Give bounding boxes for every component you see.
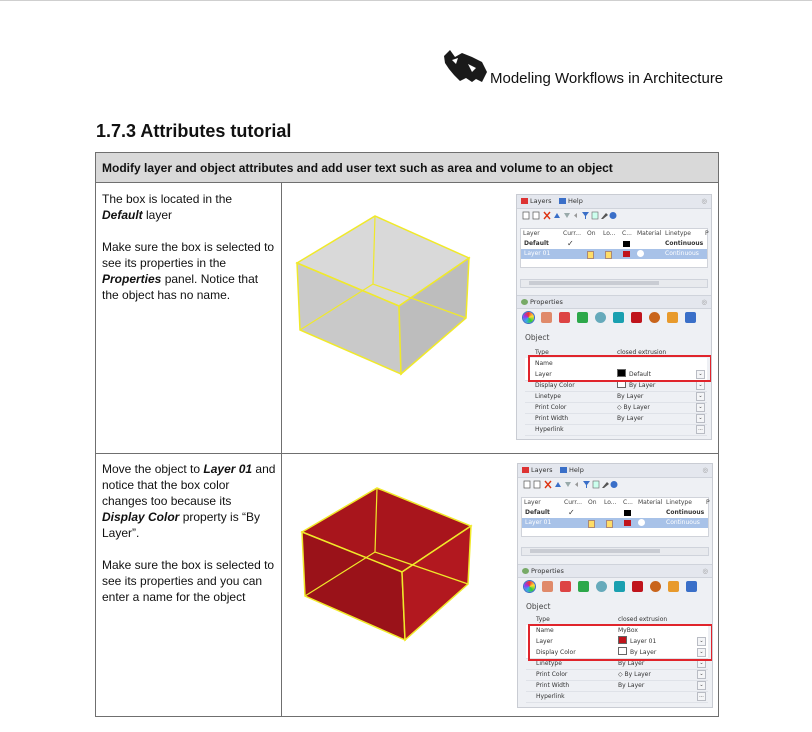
current-check-icon: ✓ [567, 239, 574, 248]
material-page-icon[interactable] [541, 312, 552, 323]
delete-layer-icon[interactable] [544, 212, 550, 219]
object-properties-icon[interactable] [524, 581, 535, 592]
current-check-icon: ✓ [568, 508, 575, 517]
print-width-select[interactable]: By Layer [617, 415, 644, 422]
property-page-icons [517, 308, 711, 328]
chevron-down-icon[interactable]: ⌄ [696, 403, 705, 412]
highlight-box [528, 624, 713, 661]
column-divider [281, 183, 282, 717]
col-on[interactable]: On [587, 230, 596, 237]
panel-tabs [517, 195, 711, 209]
row2-displaycolor-em: Display Color [102, 510, 180, 524]
layer-row-linetype: Continuous [665, 250, 699, 257]
col-current[interactable]: Curr... [563, 230, 581, 237]
layer-row-name: Layer 01 [525, 519, 552, 526]
prop-value: closed extrusion [618, 616, 668, 623]
new-layer-icon[interactable] [524, 481, 530, 488]
prop-label: Hyperlink [536, 693, 565, 700]
top-rule [0, 0, 812, 1]
layers-grid-header [522, 498, 708, 508]
shadow-icon[interactable] [595, 312, 606, 323]
col-material[interactable]: Material [637, 230, 662, 237]
lock-icon[interactable] [606, 520, 613, 528]
layer-row-default[interactable] [521, 239, 707, 249]
red-box-render [295, 484, 485, 646]
chevron-down-icon[interactable]: ⌄ [696, 392, 705, 401]
layers-scrollbar[interactable] [521, 547, 709, 556]
rhino-panel-2 [517, 463, 713, 708]
properties-options-icon[interactable]: ◎ [701, 298, 707, 306]
col-current[interactable]: Curr... [564, 499, 582, 506]
tab-help[interactable] [560, 466, 584, 474]
layer-row-name: Default [524, 240, 549, 247]
section-heading: 1.7.3 Attributes tutorial [96, 121, 292, 141]
linetype-select[interactable]: By Layer [618, 660, 645, 667]
help-circle-icon[interactable] [610, 212, 617, 219]
linetype-select[interactable]: By Layer [617, 393, 644, 400]
lock-icon[interactable] [605, 251, 612, 259]
bulb-icon[interactable] [588, 520, 595, 528]
panel-options-icon[interactable]: ◎ [702, 466, 708, 474]
scrollbar-thumb[interactable] [529, 281, 659, 285]
object-properties-icon[interactable] [523, 312, 534, 323]
properties-options-icon[interactable]: ◎ [702, 567, 708, 575]
new-layer-icon[interactable] [523, 212, 529, 219]
prop-label: Print Color [535, 404, 567, 411]
tab-properties[interactable] [521, 298, 563, 306]
row2-text [102, 461, 276, 621]
col-material[interactable]: Material [638, 499, 663, 506]
layer-toolbar [518, 478, 712, 490]
prop-label: Linetype [535, 393, 561, 400]
row-divider [96, 453, 718, 454]
prop-value: closed extrusion [617, 349, 667, 356]
display-color-select[interactable]: By Layer [629, 382, 656, 389]
help-circle-icon[interactable] [611, 481, 618, 488]
col-lock[interactable]: Lo... [603, 230, 616, 237]
material-icon[interactable] [637, 250, 644, 257]
col-print[interactable]: P [705, 230, 709, 237]
layer-color-swatch[interactable] [623, 241, 630, 247]
properties-header [517, 295, 711, 309]
tab-layers[interactable] [521, 197, 552, 205]
filter-icon[interactable] [583, 481, 590, 488]
decal-icon[interactable] [578, 581, 589, 592]
layers-grid [521, 497, 709, 537]
row1-p2-text: Make sure the box is selected to see its properties in the [102, 240, 275, 270]
chevron-down-icon[interactable]: ⌄ [696, 370, 705, 379]
tab-help-label: Help [568, 197, 583, 205]
layer-toolbar [517, 209, 711, 221]
layer-color-swatch[interactable] [623, 251, 630, 257]
layers-grid [520, 228, 708, 268]
rhino-bear-icon[interactable] [667, 312, 678, 323]
grey-box-render [290, 210, 480, 380]
tools-icon[interactable] [601, 213, 608, 219]
row2-p1c: property is “By Layer”. [102, 510, 261, 540]
hyperlink-browse-button[interactable]: ... [697, 692, 706, 701]
texture-mapping-icon[interactable] [560, 581, 571, 592]
move-up-icon[interactable] [554, 213, 560, 218]
row2-p1a: Move the object to [102, 462, 204, 476]
new-sublayer-icon[interactable] [534, 481, 540, 488]
col-color[interactable]: C... [622, 230, 632, 237]
col-on[interactable]: On [588, 499, 597, 506]
layer-row-name: Layer 01 [524, 250, 551, 257]
col-lock[interactable]: Lo... [604, 499, 617, 506]
row1-default-em: Default [102, 208, 143, 222]
hyperlink-browse-button[interactable]: ... [696, 425, 705, 434]
layer-row-name: Default [525, 509, 550, 516]
prop-hyperlink[interactable] [525, 424, 707, 436]
move-down-icon[interactable] [564, 213, 570, 218]
layer-row-layer01[interactable] [522, 518, 708, 528]
properties-header [518, 564, 712, 578]
layer-state-icon[interactable] [593, 481, 599, 488]
row1-text [102, 191, 276, 319]
chevron-down-icon[interactable]: ⌄ [697, 648, 706, 657]
row1-p2-after: panel. Notice that the object has no name. [102, 272, 259, 302]
shadow-icon[interactable] [596, 581, 607, 592]
scrollbar-thumb[interactable] [530, 549, 660, 553]
rhino-logo-icon [442, 48, 488, 84]
col-linetype[interactable]: Linetype [666, 499, 692, 506]
prop-label: Print Width [535, 415, 569, 422]
tab-layers[interactable] [522, 466, 553, 474]
filter-icon[interactable] [582, 212, 589, 219]
layer-select[interactable]: Default [629, 371, 651, 378]
prop-label: Name [536, 627, 554, 634]
prop-hyperlink[interactable] [526, 691, 708, 703]
prop-label: Display Color [536, 649, 576, 656]
row2-p2: Make sure the box is selected to see its properties and you can enter a name for the object [102, 558, 275, 604]
name-input[interactable]: MyBox [618, 627, 638, 634]
prop-label: Type [536, 616, 550, 623]
material-icon[interactable] [638, 519, 645, 526]
chevron-down-icon[interactable]: ⌄ [696, 381, 705, 390]
row2-p1b: and notice that the box color changes too because its [102, 462, 276, 508]
print-color-select[interactable]: By Layer [624, 671, 651, 678]
layer-color-swatch[interactable] [624, 520, 631, 526]
chevron-down-icon[interactable]: ⌄ [696, 414, 705, 423]
layer-row-linetype: Continuous [666, 509, 705, 516]
cylinder-icon[interactable] [686, 581, 697, 592]
tab-properties[interactable] [522, 567, 564, 575]
bulb-icon[interactable] [587, 251, 594, 259]
diamond-icon: ◇ [617, 404, 624, 411]
tab-help[interactable] [559, 197, 583, 205]
move-down-icon[interactable] [565, 482, 571, 487]
move-up-icon[interactable] [555, 482, 561, 487]
row2-layer01-em: Layer 01 [203, 462, 253, 476]
print-color-select[interactable]: By Layer [623, 404, 650, 411]
properties-icon [522, 568, 529, 574]
highlight-box [528, 355, 712, 382]
table-header: Modify layer and object attributes and add user text such as area and volume to an object [96, 153, 718, 183]
layer-state-icon[interactable] [592, 212, 598, 219]
chevron-down-icon[interactable]: ⌄ [697, 637, 706, 646]
chevron-down-icon[interactable]: ⌄ [697, 681, 706, 690]
prop-label: Hyperlink [535, 426, 564, 433]
row1-p1-text: The box is located in the [102, 192, 233, 206]
chevron-down-icon[interactable]: ⌄ [697, 659, 706, 668]
prop-label: Linetype [536, 660, 562, 667]
prop-label: Type [535, 349, 549, 356]
layers-icon [522, 467, 529, 473]
help-icon [559, 198, 566, 204]
layer-select[interactable]: Layer 01 [630, 638, 657, 645]
delete-layer-icon[interactable] [545, 481, 551, 488]
properties-title: Properties [530, 298, 563, 306]
layers-scrollbar[interactable] [520, 279, 708, 288]
prop-label: Name [535, 360, 553, 367]
properties-title: Properties [531, 567, 564, 575]
render-icon[interactable] [650, 581, 661, 592]
help-icon [560, 467, 567, 473]
row1-p1-after: layer [142, 208, 173, 222]
panel-options-icon[interactable]: ◎ [701, 197, 707, 205]
tab-help-label: Help [569, 466, 584, 474]
panel-tabs [518, 464, 712, 478]
rhino-bear-icon[interactable] [668, 581, 679, 592]
new-sublayer-icon[interactable] [533, 212, 539, 219]
move-left-icon[interactable] [575, 482, 578, 487]
object-section-label: Object [525, 333, 550, 342]
col-layer[interactable]: Layer [523, 230, 540, 237]
layers-grid-header [521, 229, 707, 239]
attribute-user-text-icon[interactable] [632, 581, 643, 592]
render-icon[interactable] [649, 312, 660, 323]
diamond-icon: ◇ [618, 671, 625, 678]
row1-properties-em: Properties [102, 272, 162, 286]
attribute-user-text-icon[interactable] [631, 312, 642, 323]
prop-label: Layer [535, 371, 552, 378]
layer-row-default[interactable] [522, 508, 708, 518]
layer-row-linetype: Continuous [666, 519, 700, 526]
light-icon[interactable] [614, 581, 625, 592]
display-color-select[interactable]: By Layer [630, 649, 657, 656]
cylinder-icon[interactable] [685, 312, 696, 323]
prop-label: Print Color [536, 671, 568, 678]
layers-icon [521, 198, 528, 204]
object-section-label: Object [526, 602, 551, 611]
tab-layers-label: Layers [530, 197, 552, 205]
decal-icon[interactable] [577, 312, 588, 323]
col-layer[interactable]: Layer [524, 499, 541, 506]
property-page-icons [518, 577, 712, 597]
col-print[interactable]: P [706, 499, 710, 506]
document-title: Modeling Workflows in Architecture [490, 70, 724, 87]
material-page-icon[interactable] [542, 581, 553, 592]
prop-label: Print Width [536, 682, 570, 689]
col-linetype[interactable]: Linetype [665, 230, 691, 237]
move-left-icon[interactable] [574, 213, 577, 218]
layer-row-layer01[interactable] [521, 249, 707, 259]
rhino-panel-1 [516, 194, 712, 440]
prop-label: Layer [536, 638, 553, 645]
properties-icon [521, 299, 528, 305]
texture-mapping-icon[interactable] [559, 312, 570, 323]
chevron-down-icon[interactable]: ⌄ [697, 670, 706, 679]
layer-color-swatch[interactable] [624, 510, 631, 516]
layer-row-linetype: Continuous [665, 240, 704, 247]
col-color[interactable]: C... [623, 499, 633, 506]
tab-layers-label: Layers [531, 466, 553, 474]
print-width-select[interactable]: By Layer [618, 682, 645, 689]
light-icon[interactable] [613, 312, 624, 323]
prop-label: Display Color [535, 382, 575, 389]
tools-icon[interactable] [602, 482, 609, 488]
